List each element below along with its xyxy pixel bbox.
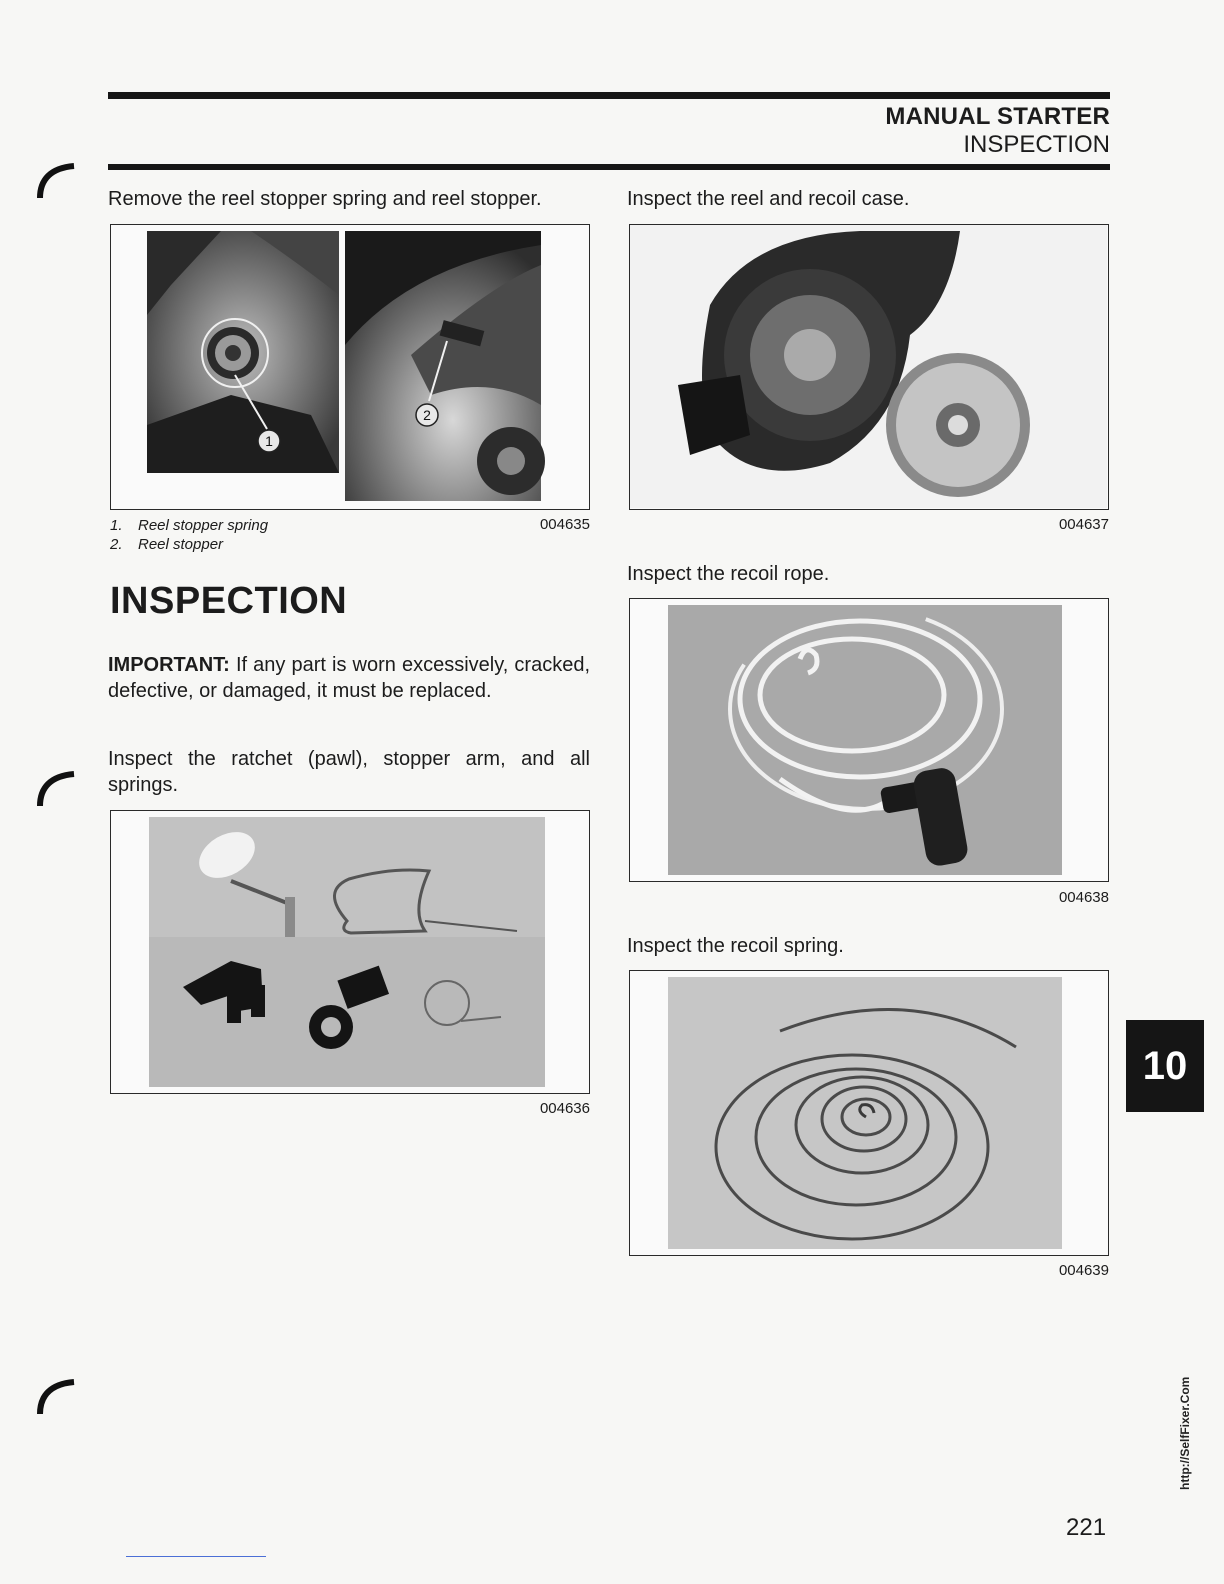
figure-recoil-rope (629, 598, 1109, 882)
bottom-link-underline (126, 1556, 266, 1557)
reel-case-photo (630, 225, 1107, 508)
header-rule-top (108, 92, 1110, 99)
recoil-rope-photo (630, 599, 1107, 880)
figure3-code: 004637 (1058, 516, 1109, 533)
callout-2: 2 (423, 407, 431, 423)
inspect-text: Inspect the ratchet (pawl), stopper arm, and all springs. (108, 748, 590, 796)
caption-item: 2. Reel stopper (110, 536, 224, 553)
punch-hole-mark (36, 768, 76, 808)
punch-hole-mark (36, 1376, 76, 1416)
header-rule-bottom (108, 164, 1110, 170)
important-text: If any part is worn excessively, cracked, defective, or damaged, it must be replaced. (108, 654, 590, 702)
header-title: MANUAL STARTER (885, 103, 1110, 130)
figure2-code: 004636 (539, 1100, 590, 1117)
punch-hole-mark (36, 160, 76, 200)
caption-item: 1. Reel stopper spring (110, 517, 269, 534)
figure1-caption-list (110, 516, 410, 554)
figure-reel-case (629, 224, 1109, 510)
figure5-code: 004639 (1058, 1262, 1109, 1279)
figure1-code: 004635 (539, 516, 590, 533)
page-number: 221 (1066, 1514, 1107, 1541)
chapter-tab: 10 (1126, 1020, 1204, 1112)
figure-ratchet-parts (110, 810, 590, 1094)
recoil-spring-photo (630, 971, 1107, 1254)
figure-reel-stopper (110, 224, 590, 510)
intro-text: Remove the reel stopper spring and reel stopper. (108, 188, 542, 210)
important-note (108, 652, 590, 704)
section-title: INSPECTION (110, 580, 348, 622)
figure-recoil-spring (629, 970, 1109, 1256)
ratchet-parts-photo (111, 811, 588, 1092)
step2-text: Inspect the recoil rope. (627, 563, 830, 585)
important-label: IMPORTANT: (108, 654, 230, 676)
step3-text: Inspect the recoil spring. (627, 935, 844, 957)
figure4-code: 004638 (1058, 889, 1109, 906)
reel-stopper-photo (111, 225, 588, 508)
callout-1: 1 (265, 433, 273, 449)
step1-text: Inspect the reel and recoil case. (627, 188, 910, 210)
header-subtitle: INSPECTION (963, 131, 1110, 158)
side-watermark-url: http://SelfFixer.Com (1178, 1376, 1192, 1490)
